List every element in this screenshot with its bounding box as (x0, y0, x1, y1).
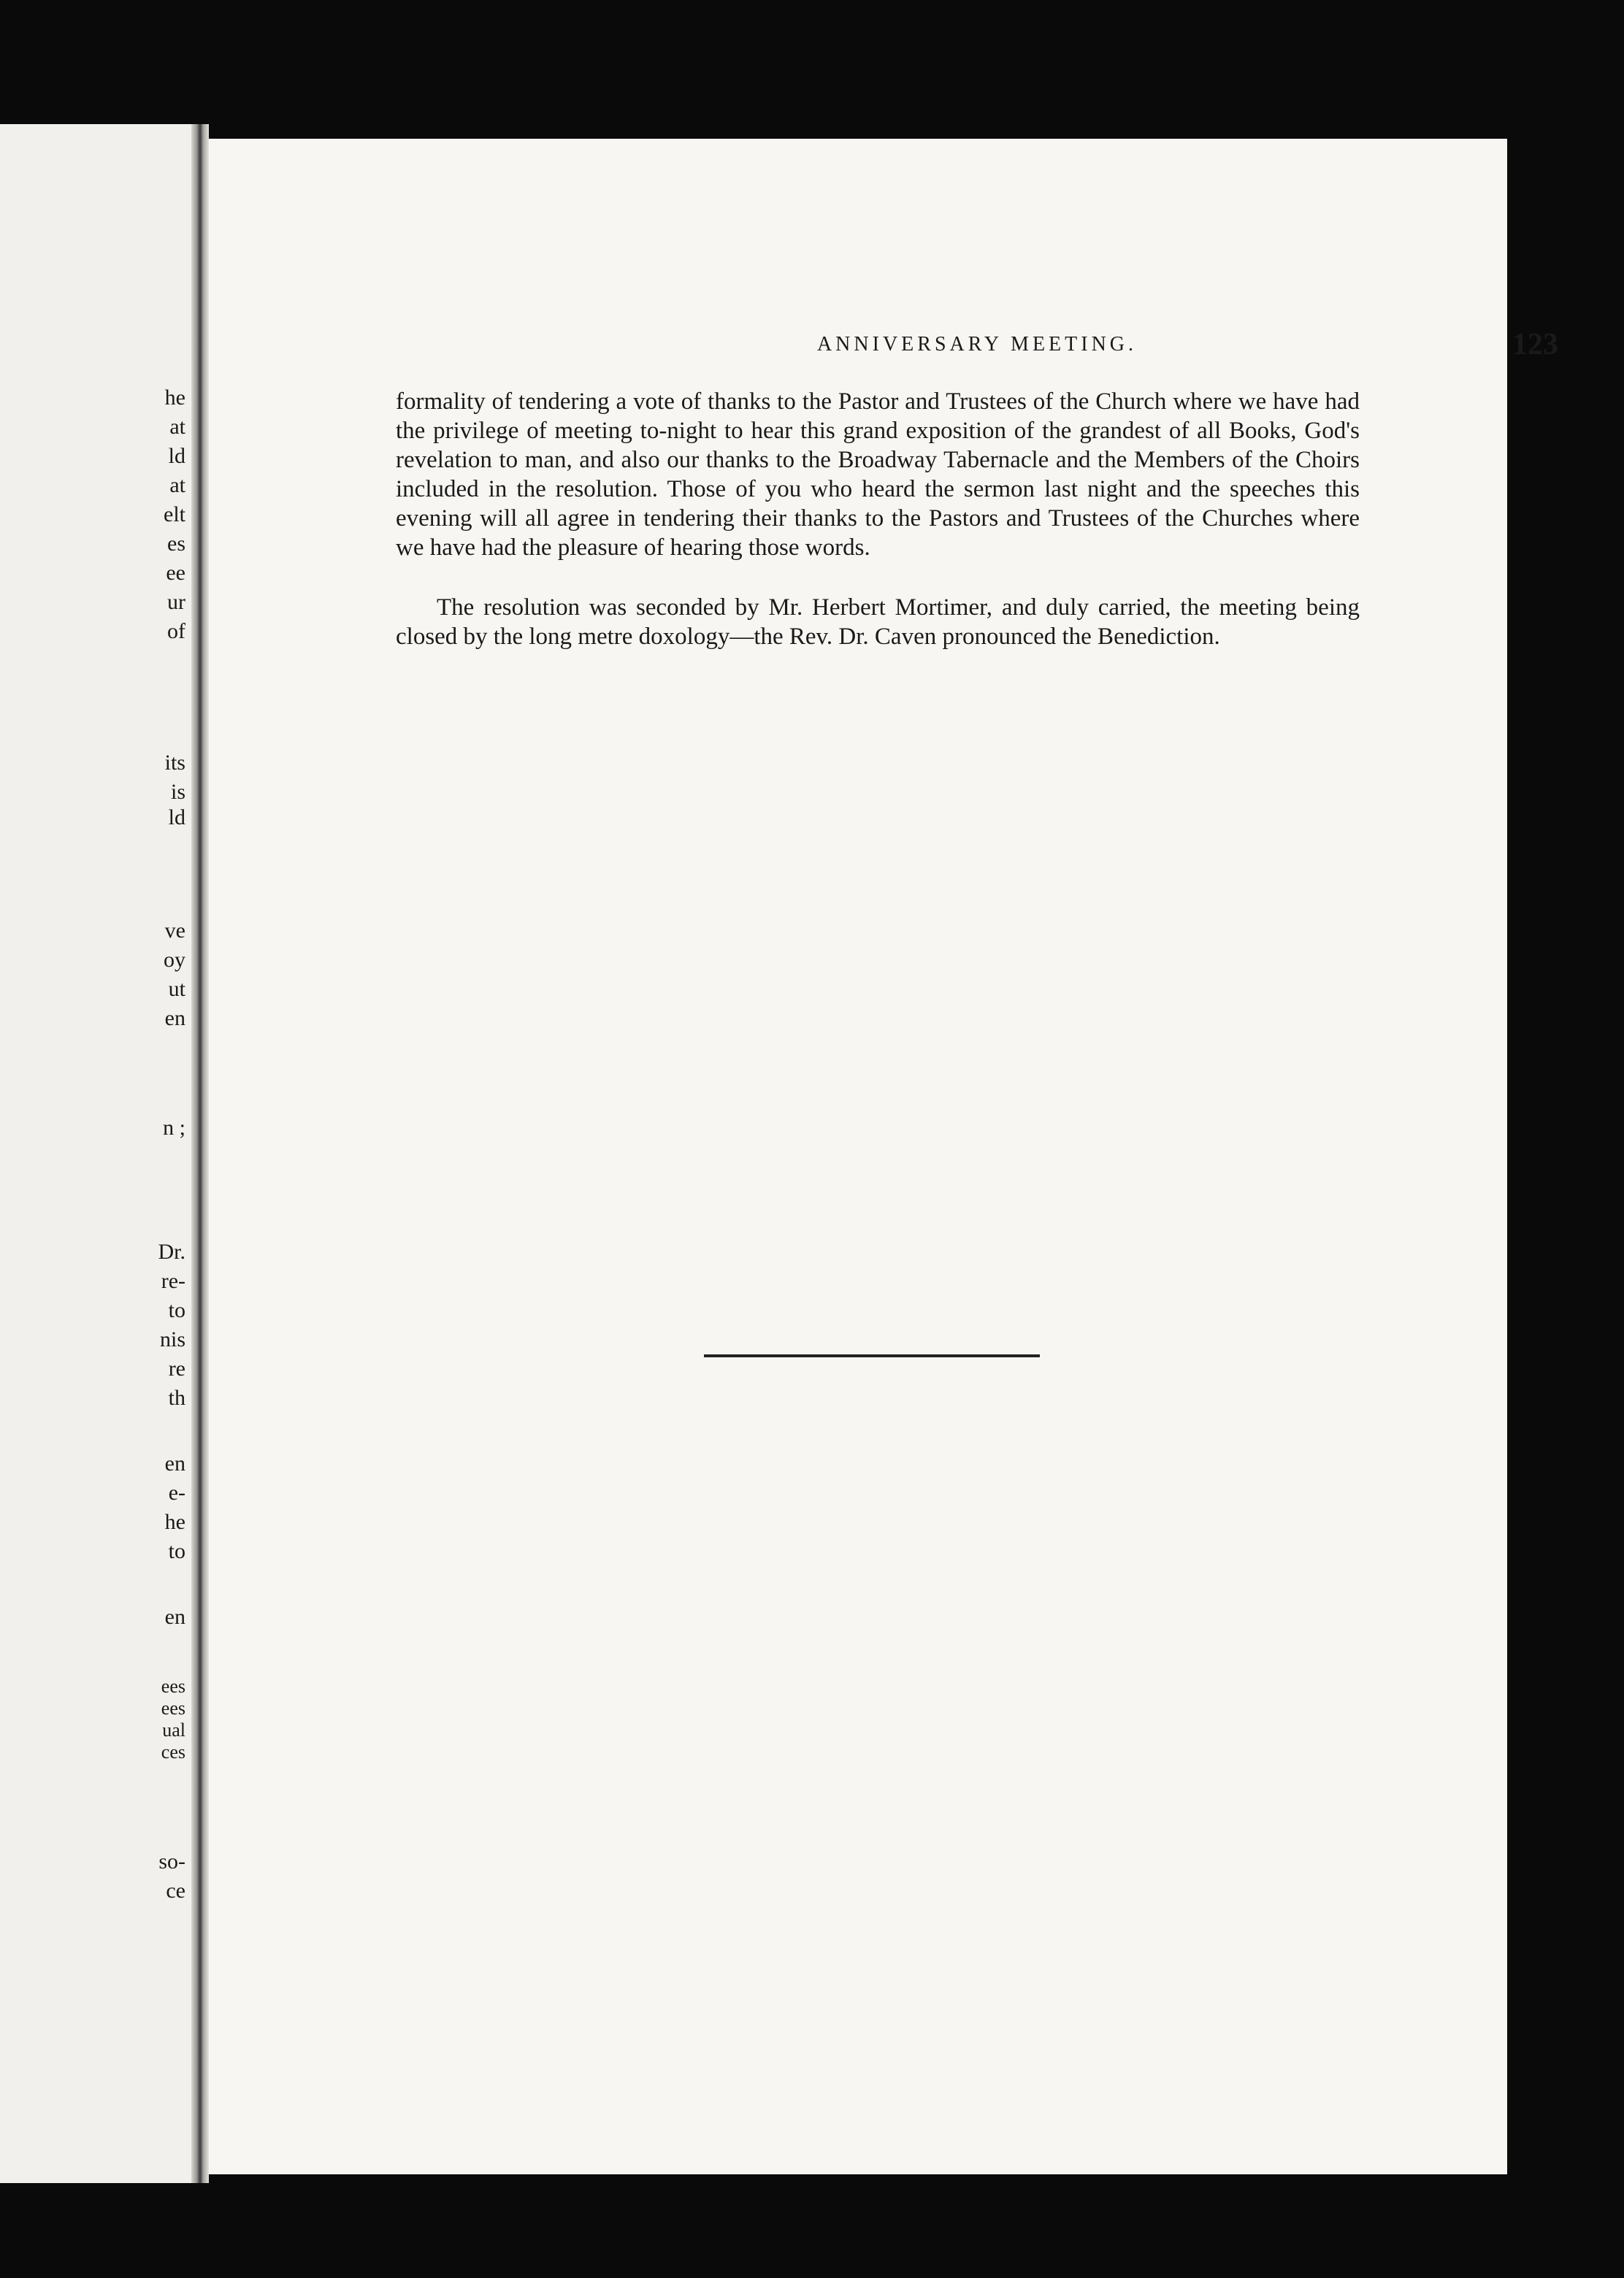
line-fragment: at (169, 473, 185, 497)
line-fragment: re (168, 1357, 185, 1381)
body-text (396, 387, 1360, 682)
line-fragment: ld (168, 444, 185, 468)
line-fragment: Dr. (158, 1240, 185, 1264)
line-fragment: of (167, 619, 185, 643)
line-fragment: en (164, 1451, 185, 1476)
line-fragment: ee (166, 561, 185, 585)
line-fragment: ual (162, 1719, 185, 1741)
line-fragment: th (168, 1386, 185, 1410)
line-fragment: ve (164, 919, 185, 943)
line-fragment: ut (168, 977, 185, 1001)
line-fragment: en (164, 1006, 185, 1030)
section-end-rule (704, 1354, 1040, 1357)
previous-page-edge (0, 124, 196, 2183)
page (209, 139, 1558, 2174)
line-fragment: n ; (163, 1116, 185, 1140)
line-fragment: nis (159, 1327, 185, 1351)
line-fragment: oy (164, 948, 185, 972)
line-fragment: to (168, 1539, 185, 1563)
running-head (396, 327, 1558, 364)
line-fragment: at (169, 415, 185, 439)
line-fragment: he (164, 1510, 185, 1534)
line-fragment: e- (168, 1481, 185, 1505)
line-fragment: es (167, 532, 185, 556)
line-fragment: ld (168, 805, 185, 829)
line-fragment: ees (161, 1698, 185, 1719)
line-fragment: ur (167, 590, 185, 614)
book-gutter (191, 124, 209, 2183)
line-fragment: ce (166, 1879, 185, 1903)
line-fragment: re- (161, 1269, 185, 1293)
line-fragment: en (164, 1605, 185, 1629)
line-fragment: elt (164, 502, 185, 526)
line-fragment: so- (158, 1849, 185, 1874)
line-fragment: ces (161, 1741, 185, 1763)
line-fragment: he (164, 386, 185, 410)
line-fragment: to (168, 1298, 185, 1322)
paragraph: formality of tendering a vote of thanks to the Pastor and Trustees of the Church where we have had the privilege of meeting to-night to hear this grand exposition of the grandest of all Books, God's revelation to man, and also our thanks to the Broadway Tabernacle and the Members of the Choirs included in the resolution. Those of you who heard the sermon last night and the speeches this evening will all agree in tendering their thanks to the Pastors and Trustees of the Churches where we have had the pleasure of hearing those words. (396, 388, 1360, 561)
paragraph: The resolution was seconded by Mr. Herbert Mortimer, and duly carried, the meeting being closed by the long metre doxology—the Rev. Dr. Caven pronounced the Benediction. (396, 594, 1360, 650)
line-fragment: is (170, 780, 185, 804)
line-fragment: its (164, 751, 185, 775)
page-number: 123 (1512, 328, 1558, 361)
line-fragment: ees (161, 1676, 185, 1697)
running-head-title: ANNIVERSARY MEETING. (816, 333, 1138, 356)
